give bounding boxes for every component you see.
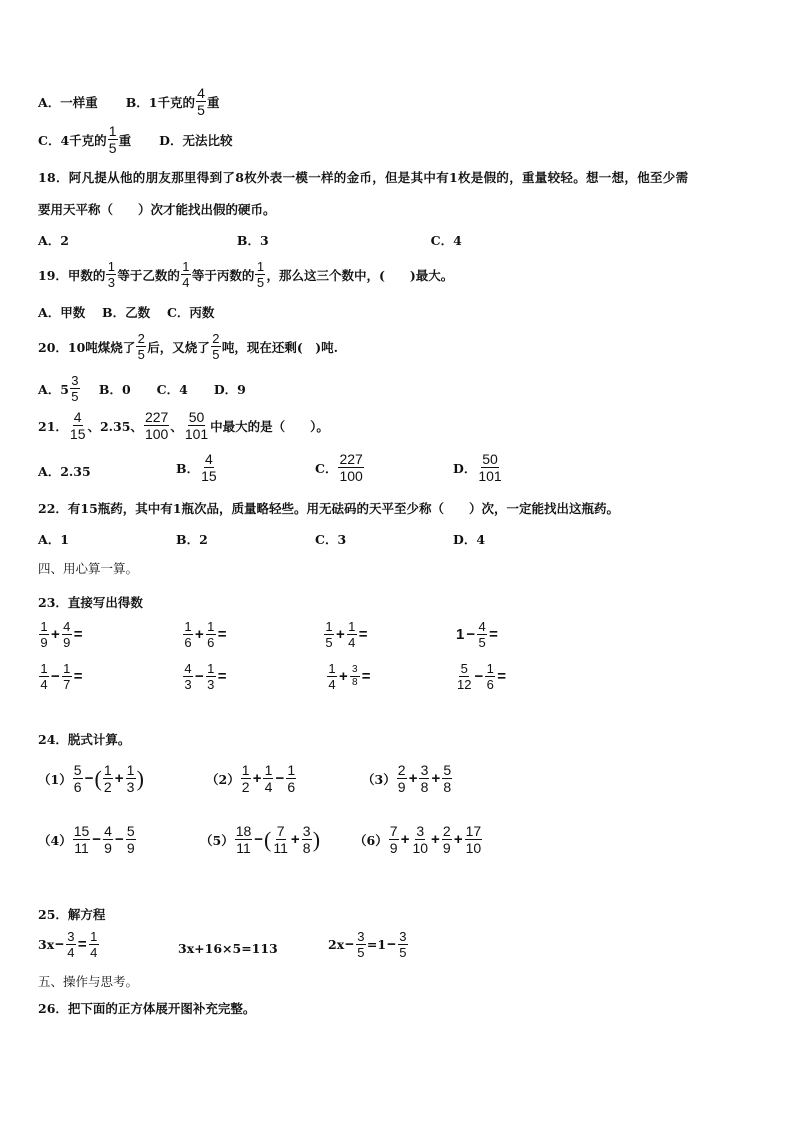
denominator: 3 <box>207 677 215 692</box>
fraction <box>485 662 495 691</box>
fraction <box>136 332 146 361</box>
numerator: 1 <box>207 661 215 676</box>
q23-expr-r2c3 <box>326 662 372 691</box>
q20-part: 后，又烧了 <box>147 339 210 355</box>
q22-option-b: B．2 <box>176 532 208 547</box>
numerator: 227 <box>144 409 169 425</box>
denominator: 4 <box>67 945 75 960</box>
denominator: 5 <box>357 945 365 960</box>
q17-option-c-prefix: C．4千克的 <box>38 132 107 148</box>
q21-text <box>38 410 329 441</box>
denominator: 9 <box>104 840 112 856</box>
operator: + <box>114 770 124 787</box>
denominator: 6 <box>73 779 82 795</box>
operator: = <box>217 626 227 643</box>
denominator: 5 <box>71 389 79 404</box>
parenthesis: ( <box>264 826 272 852</box>
operator: − <box>195 668 204 685</box>
denominator: 101 <box>184 426 209 442</box>
fraction <box>324 620 334 649</box>
fraction <box>183 620 193 649</box>
numerator: 3 <box>416 823 425 839</box>
q24-expr-4: （4） $\frac{15}{11}$ − $\frac{4}{9}$ − $\frac{5}{9}$ <box>38 823 135 856</box>
numerator: 17 <box>465 823 482 839</box>
q18-option-a: A．2 <box>38 233 69 248</box>
operator: − <box>51 668 60 685</box>
fraction <box>103 824 113 855</box>
q23-expr-r1c1 <box>38 620 84 649</box>
q24-expr-2: （2） $\frac{1}{2}$ + $\frac{1}{4}$ − $\frac{1}{6}$ <box>206 762 296 795</box>
numerator: 3 <box>71 373 79 388</box>
denominator: 9 <box>63 635 71 650</box>
denominator: 4 <box>40 677 48 692</box>
operator: + <box>290 831 300 848</box>
fraction <box>389 824 399 855</box>
q18-option-b: B．3 <box>236 233 269 248</box>
operator: + <box>51 626 60 643</box>
operator: + <box>431 831 440 848</box>
q23-title: 23．直接写出得数 <box>38 595 143 610</box>
denominator: 5 <box>108 140 117 156</box>
numerator: 4 <box>73 409 82 425</box>
q23-expr-r1c4 <box>455 620 499 649</box>
numerator: 5 <box>73 762 82 778</box>
q19-part: 19．甲数的 <box>38 267 106 283</box>
denominator: 100 <box>144 426 169 442</box>
fraction <box>419 763 429 794</box>
fraction <box>69 410 87 441</box>
numerator: 1 <box>287 762 296 778</box>
q25-equation-3: 2x − $\frac{3}{5}$ =1 − $\frac{3}{5}$ <box>328 929 407 960</box>
operator: − <box>92 831 102 848</box>
denominator: 6 <box>486 677 494 692</box>
q21-option-d: D． $\frac{50}{101}$ <box>453 451 502 484</box>
fraction <box>144 410 169 441</box>
fraction <box>442 763 452 794</box>
denominator: 2 <box>103 779 112 795</box>
fraction <box>302 824 312 855</box>
fraction <box>73 763 83 794</box>
fraction <box>411 824 429 855</box>
parenthesis: ) <box>136 765 144 791</box>
numerator: 1 <box>63 661 71 676</box>
numerator: 1 <box>325 619 333 634</box>
q18-text-line1: 18．阿凡提从他的朋友那里得到了8枚外表一模一样的金币，但是其中有1枚是假的，重量较轻。想一想，他至少需 <box>38 170 689 185</box>
numerator: 1 <box>241 762 250 778</box>
fraction <box>200 452 218 483</box>
denominator: 2 <box>241 779 250 795</box>
fraction <box>206 662 216 691</box>
denominator: 4 <box>182 275 190 290</box>
denominator: 9 <box>397 779 406 795</box>
fraction <box>442 824 452 855</box>
q21-option-b: B． $\frac{4}{15}$ <box>176 451 217 484</box>
denominator: 9 <box>442 840 451 856</box>
numerator: 1 <box>184 619 192 634</box>
denominator: 4 <box>264 779 273 795</box>
fraction <box>241 763 251 794</box>
q19-text <box>38 260 453 289</box>
numerator: 1 <box>207 619 215 634</box>
q17-option-b-prefix: B．1千克的 <box>125 94 195 110</box>
section-5-heading: 五、操作与思考。 <box>38 974 139 989</box>
fraction <box>465 824 483 855</box>
numerator: 50 <box>482 451 498 467</box>
fraction <box>73 824 91 855</box>
q25-equation-2: 3x+16×5=113 <box>178 941 278 956</box>
fraction <box>327 662 337 691</box>
operator: = <box>489 626 498 643</box>
fraction <box>206 620 216 649</box>
denominator: 8 <box>351 677 358 688</box>
fraction <box>70 374 80 403</box>
denominator: 6 <box>184 635 192 650</box>
q25-equation-1: 3x − $\frac{3}{4}$ = $\frac{1}{4}$ <box>38 929 98 960</box>
q18-option-c: C．4 <box>430 233 462 248</box>
parenthesis: ( <box>94 765 102 791</box>
denominator: 101 <box>478 468 502 484</box>
operator: + <box>400 831 410 848</box>
denominator: 10 <box>412 840 429 856</box>
operator: + <box>408 770 418 787</box>
operator: + <box>336 626 345 643</box>
operator: − <box>275 770 285 787</box>
numerator: 4 <box>204 451 213 467</box>
operator: + <box>339 668 348 685</box>
q17-options-row2 <box>38 124 233 155</box>
q24-expr-6: （6） $\frac{7}{9}$ + $\frac{3}{10}$ + $\frac{2}{9}$ + $\frac{17}{10}$ <box>354 823 482 856</box>
fraction <box>181 260 191 289</box>
operator: − <box>474 668 484 685</box>
numerator: 2 <box>397 762 406 778</box>
fraction <box>184 410 209 441</box>
fraction <box>398 930 408 959</box>
numerator: 1 <box>486 661 494 676</box>
q25-title: 25．解方程 <box>38 907 106 922</box>
operator: − <box>254 831 264 848</box>
fraction <box>356 930 366 959</box>
q21-number: 21． <box>38 418 68 434</box>
fraction <box>62 620 72 649</box>
q20-part: 吨，现在还剩( )吨. <box>221 339 338 355</box>
numerator: 1 <box>103 762 112 778</box>
operator: − <box>387 936 396 953</box>
fraction <box>62 662 72 691</box>
numerator: 4 <box>104 823 112 839</box>
numerator: 3 <box>399 929 407 944</box>
numerator: 1 <box>264 762 273 778</box>
numerator: 1 <box>328 661 336 676</box>
q21-option-c: C． $\frac{227}{100}$ <box>315 451 363 484</box>
fraction <box>286 763 296 794</box>
q24-title: 24．脱式计算。 <box>38 732 131 747</box>
numerator: 7 <box>389 823 398 839</box>
operator: − <box>55 936 64 953</box>
operator: = <box>73 668 83 685</box>
numerator: 15 <box>73 823 90 839</box>
denominator: 7 <box>63 677 71 692</box>
denominator: 15 <box>69 426 86 442</box>
denominator: 5 <box>137 347 145 362</box>
denominator: 9 <box>389 840 398 856</box>
fraction <box>397 763 407 794</box>
q18-options <box>38 231 462 249</box>
denominator: 4 <box>328 677 336 692</box>
q22-option-d: D．4 <box>453 532 486 547</box>
numerator: 1 <box>40 661 48 676</box>
fraction <box>103 763 113 794</box>
numerator: 5 <box>443 762 452 778</box>
numerator: 4 <box>197 85 205 101</box>
q23-expr-r1c2 <box>182 620 228 649</box>
q20-option-a: A．5 <box>38 381 69 397</box>
fraction <box>477 452 502 483</box>
q20-option-b: B．0 <box>98 381 131 397</box>
fraction <box>39 620 49 649</box>
q26-text: 26．把下面的正方体展开图补充完整。 <box>38 1001 256 1016</box>
denominator: 9 <box>126 840 135 856</box>
q17-option-d: D．无法比较 <box>159 132 233 148</box>
fraction <box>196 86 206 117</box>
q19-part: ，那么这三个数中，( )最大。 <box>266 267 454 283</box>
operator: − <box>466 626 476 643</box>
denominator: 12 <box>457 677 472 692</box>
q20-options <box>38 374 246 403</box>
denominator: 5 <box>256 275 265 290</box>
numerator: 1 <box>182 259 190 274</box>
denominator: 4 <box>348 635 356 650</box>
q20-part: 20．10吨煤烧了 <box>38 339 136 355</box>
fraction <box>477 620 487 649</box>
q22-option-a: A．1 <box>38 532 69 547</box>
fraction <box>126 763 136 794</box>
q23-expr-r1c3 <box>323 620 369 649</box>
numerator: 5 <box>460 661 468 676</box>
numerator: 4 <box>184 661 192 676</box>
denominator: 10 <box>465 840 482 856</box>
numerator: 4 <box>63 619 71 634</box>
numerator: 3 <box>302 823 311 839</box>
q17-option-b-suffix: 重 <box>206 94 220 110</box>
q20-option-d: D．9 <box>213 381 246 397</box>
denominator: 3 <box>126 779 135 795</box>
q21-part: 、 <box>170 418 183 434</box>
q21-part: 中最大的是（ ）。 <box>210 418 329 434</box>
q17-option-a: A．一样重 <box>38 94 98 110</box>
numerator: 1 <box>40 619 48 634</box>
fraction <box>263 763 273 794</box>
numerator: 3 <box>420 762 429 778</box>
q21-part: 、2.35、 <box>87 418 143 434</box>
operator: = <box>77 936 87 953</box>
denominator: 6 <box>207 635 215 650</box>
fraction <box>272 824 289 855</box>
operator: = <box>217 668 227 685</box>
numerator: 1 <box>348 619 356 634</box>
numerator: 50 <box>188 409 205 425</box>
denominator: 100 <box>339 468 363 484</box>
denominator: 6 <box>287 779 296 795</box>
denominator: 4 <box>90 945 98 960</box>
denominator: 3 <box>107 275 116 290</box>
q22-option-c: C．3 <box>315 532 347 547</box>
q20-option-c: C．4 <box>156 381 188 397</box>
fraction <box>347 620 357 649</box>
q24-expr-1: （1） $\frac{5}{6}$ − ( $\frac{1}{2}$ + $\frac{1}{3}$ ) <box>38 762 144 795</box>
denominator: 11 <box>236 840 251 856</box>
denominator: 11 <box>74 840 89 856</box>
numerator: 3 <box>67 929 75 944</box>
section-4-heading: 四、用心算一算。 <box>38 561 139 576</box>
numerator: 3 <box>350 665 360 677</box>
denominator: 5 <box>197 102 205 118</box>
q24-expr-3: （3） $\frac{2}{9}$ + $\frac{3}{8}$ + $\frac{5}{8}$ <box>362 762 452 795</box>
fraction <box>338 452 363 483</box>
numerator: 1 <box>126 762 135 778</box>
fraction <box>456 662 472 691</box>
operator: + <box>431 770 441 787</box>
q24-expr-5: （5） $\frac{18}{11}$ − ( $\frac{7}{11}$ + $\frac{3}{8}$ ) <box>200 823 321 856</box>
denominator: 5 <box>325 635 333 650</box>
q21-option-a: A．2.35 <box>38 464 91 479</box>
operator: − <box>115 831 124 848</box>
denominator: 5 <box>478 635 486 650</box>
numerator: 1 <box>256 259 265 274</box>
fraction <box>106 260 116 289</box>
fraction <box>89 930 99 959</box>
numerator: 7 <box>276 823 285 839</box>
numerator: 1 <box>108 123 117 139</box>
q19-part: 等于丙数的 <box>191 267 255 283</box>
numerator: 1 <box>90 929 98 944</box>
q22-text: 22．有15瓶药，其中有1瓶次品，质量略轻些。用无砝码的天平至少称（ ）次，一定能找出这瓶药。 <box>38 501 619 516</box>
operator: − <box>84 770 94 787</box>
numerator: 3 <box>357 929 365 944</box>
operator: = <box>358 626 368 643</box>
numerator: 4 <box>478 619 486 634</box>
q19-part: 等于乙数的 <box>117 267 180 283</box>
numerator: 2 <box>137 331 145 346</box>
q20-text <box>38 332 338 361</box>
denominator: 8 <box>302 840 311 856</box>
fraction <box>183 662 193 691</box>
denominator: 15 <box>201 468 217 484</box>
denominator: 8 <box>443 779 452 795</box>
denominator: 5 <box>212 347 220 362</box>
operator: + <box>252 770 262 787</box>
fraction <box>255 260 265 289</box>
fraction <box>108 124 118 155</box>
numerator: 2 <box>442 823 451 839</box>
q23-expr-r2c2 <box>182 662 228 691</box>
numerator: 1 <box>107 259 116 274</box>
q23-expr-r2c1 <box>38 662 84 691</box>
q23-expr-r2c4 <box>455 662 507 691</box>
fraction <box>350 665 360 688</box>
operator: = <box>73 626 83 643</box>
operator: − <box>345 936 354 953</box>
fraction <box>39 662 49 691</box>
operator: + <box>453 831 463 848</box>
denominator: 3 <box>184 677 192 692</box>
fraction <box>66 930 76 959</box>
denominator: 5 <box>399 945 407 960</box>
q19-options: A．甲数 B．乙数 C．丙数 <box>38 305 215 320</box>
numerator: 5 <box>126 823 135 839</box>
operator: = <box>361 668 371 685</box>
denominator: 8 <box>420 779 429 795</box>
numerator: 2 <box>212 331 220 346</box>
numerator: 18 <box>235 823 252 839</box>
operator: = <box>497 668 506 685</box>
denominator: 11 <box>273 840 288 856</box>
denominator: 9 <box>40 635 48 650</box>
q17-options-row1 <box>38 86 219 117</box>
fraction <box>235 824 253 855</box>
numerator: 227 <box>339 451 363 467</box>
q17-option-c-suffix: 重 <box>118 132 132 148</box>
fraction <box>126 824 136 855</box>
operator: 1 <box>456 626 465 643</box>
fraction <box>211 332 221 361</box>
operator: + <box>195 626 204 643</box>
q18-text-line2: 要用天平称（ ）次才能找出假的硬币。 <box>38 202 276 217</box>
parenthesis: ) <box>312 826 321 852</box>
